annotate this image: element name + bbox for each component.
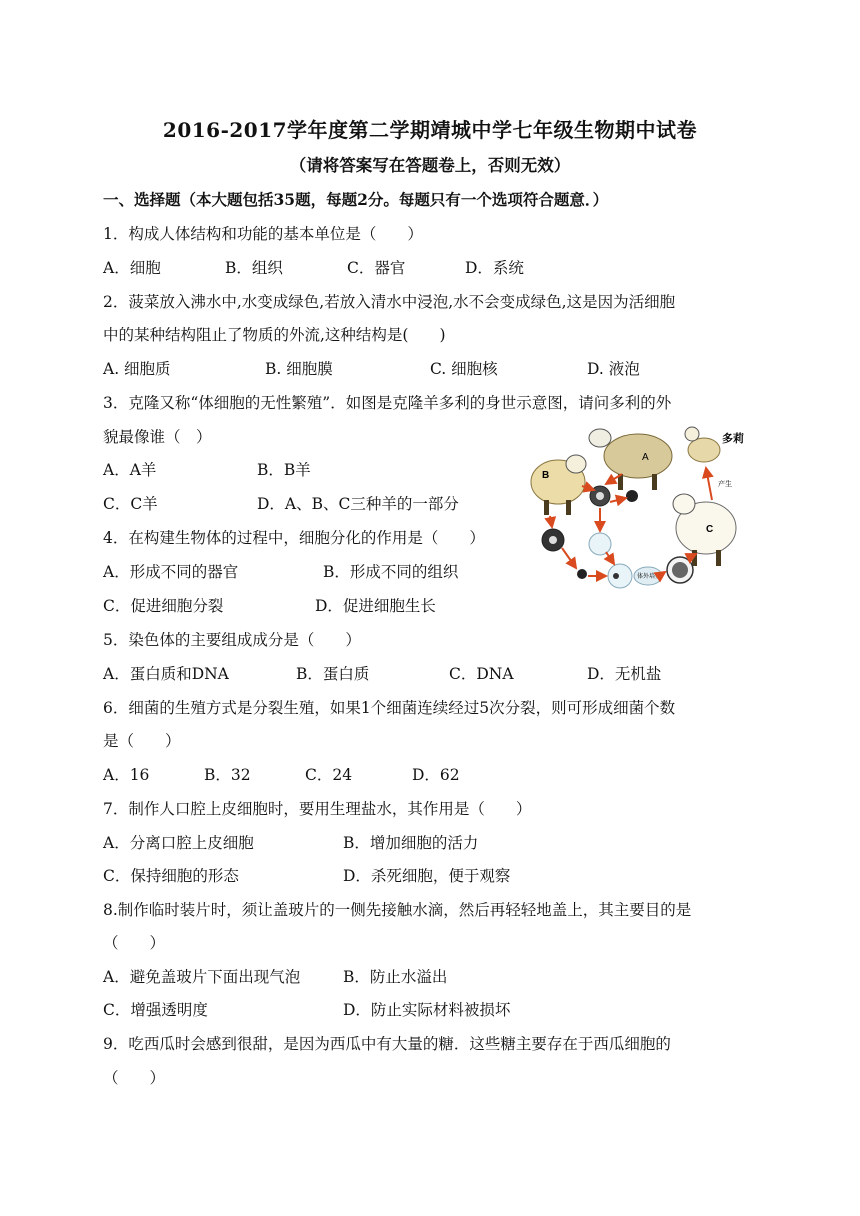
clone-sheep-diagram [520, 416, 760, 612]
option-b: B．防止水溢出 [343, 968, 448, 986]
option-c: C．器官 [347, 259, 406, 277]
option-d: D．促进细胞生长 [315, 597, 436, 615]
dolly-sheep-icon [685, 427, 744, 462]
nucleus-icon [626, 490, 638, 502]
page-title: 2016-2017学年度第二学期靖城中学七年级生物期中试卷 [162, 118, 698, 142]
option-d: D．杀死细胞，便于观察 [343, 867, 511, 885]
sheep-b-icon [531, 455, 586, 515]
arrow-to-nucleus [610, 498, 626, 502]
arrow-c-to-dolly [706, 468, 712, 500]
fused-cell-icon [608, 564, 632, 588]
option-b: B．B羊 [257, 461, 311, 479]
option-b: B. 细胞膜 [265, 360, 333, 378]
question-6-stem-line1: 6．细菌的生殖方式是分裂生殖，如果1个细菌连续经过5次分裂，则可形成细菌个数 [103, 699, 676, 717]
option-c: C．增强透明度 [103, 1001, 208, 1019]
fused-cell-nucleus [613, 573, 619, 579]
question-4-stem: 4．在构建生物体的过程中，细胞分化的作用是（ ） [103, 529, 485, 547]
option-b: B．蛋白质 [296, 665, 370, 683]
question-3-stem-line2: 貌最像谁（ ） [103, 428, 212, 446]
question-2-stem-line2: 中的某种结构阻止了物质的外流,这种结构是( ) [103, 326, 446, 344]
question-9-stem-line1: 9．吃西瓜时会感到很甜，是因为西瓜中有大量的糖．这些糖主要存在于西瓜细胞的 [103, 1035, 671, 1053]
question-2-stem-line1: 2．菠菜放入沸水中,水变成绿色,若放入清水中浸泡,水不会变成绿色,这是因为活细胞 [103, 293, 676, 311]
option-a: A．蛋白质和DNA [103, 665, 229, 683]
option-d: D．防止实际材料被损坏 [343, 1001, 511, 1019]
question-6-stem-line2: 是（ ） [103, 732, 181, 750]
option-c: C．24 [305, 766, 353, 784]
option-a: A．分离口腔上皮细胞 [103, 834, 254, 852]
sheep-a-label: A [642, 452, 649, 463]
cell-a-nucleus [596, 492, 604, 500]
page-subtitle: （请将答案写在答题卷上，否则无效） [289, 156, 571, 175]
option-d: D．无机盐 [587, 665, 662, 683]
enucleated-cell-icon [589, 533, 611, 555]
option-c: C．C羊 [103, 495, 158, 513]
option-b: B．形成不同的组织 [323, 563, 459, 581]
dolly-label: 多莉 [722, 432, 744, 445]
question-5-stem: 5．染色体的主要组成成分是（ ） [103, 631, 361, 649]
option-d: D．62 [412, 766, 460, 784]
birth-label: 产生 [718, 480, 732, 488]
option-c: C．促进细胞分裂 [103, 597, 224, 615]
question-7-stem: 7．制作人口腔上皮细胞时，要用生理盐水，其作用是（ ） [103, 800, 532, 818]
arrow-enucleated-to-fused [606, 552, 614, 564]
sheep-a-icon [589, 429, 672, 490]
option-b: B．组织 [225, 259, 283, 277]
question-8-stem-line2: （ ） [103, 934, 166, 952]
question-9-stem-line2: （ ） [103, 1069, 166, 1087]
question-8-stem-line1: 8.制作临时装片时，须让盖玻片的一侧先接触水滴，然后再轻轻地盖上，其主要目的是 [103, 901, 692, 919]
option-d: D．A、B、C三种羊的一部分 [257, 495, 459, 513]
option-a: A．形成不同的器官 [103, 563, 239, 581]
embryo-core [672, 562, 688, 578]
arrow-to-nucleus-b [562, 548, 576, 568]
cell-b-nucleus [549, 536, 557, 544]
option-a: A. 细胞质 [103, 360, 171, 378]
option-a: A．细胞 [103, 259, 161, 277]
arrow-b-down [550, 516, 552, 527]
option-c: C．DNA [449, 665, 514, 683]
option-c: C．保持细胞的形态 [103, 867, 239, 885]
question-3-stem-line1: 3．克隆又称“体细胞的无性繁殖”．如图是克隆羊多利的身世示意图，请问多利的外 [103, 394, 672, 412]
option-b: B．增加细胞的活力 [343, 834, 479, 852]
sheep-c-label: C [706, 524, 714, 535]
question-1-stem: 1．构成人体结构和功能的基本单位是（ ） [103, 225, 423, 243]
nucleus-b-icon [577, 569, 587, 579]
arrow-to-embryo [662, 572, 665, 574]
section-heading: 一、选择题（本大题包括35题，每题2分。每题只有一个选项符合题意．） [103, 190, 609, 209]
option-c: C. 细胞核 [430, 360, 498, 378]
option-b: B．32 [204, 766, 251, 784]
option-a: A．避免盖玻片下面出现气泡 [103, 968, 301, 986]
option-a: A．16 [103, 766, 150, 784]
option-a: A．A羊 [103, 461, 157, 479]
culture-label: 体外培养 [637, 573, 662, 580]
option-d: D．系统 [465, 259, 524, 277]
sheep-b-label: B [542, 470, 550, 481]
option-d: D. 液泡 [587, 360, 640, 378]
sheep-c-icon [673, 494, 736, 566]
